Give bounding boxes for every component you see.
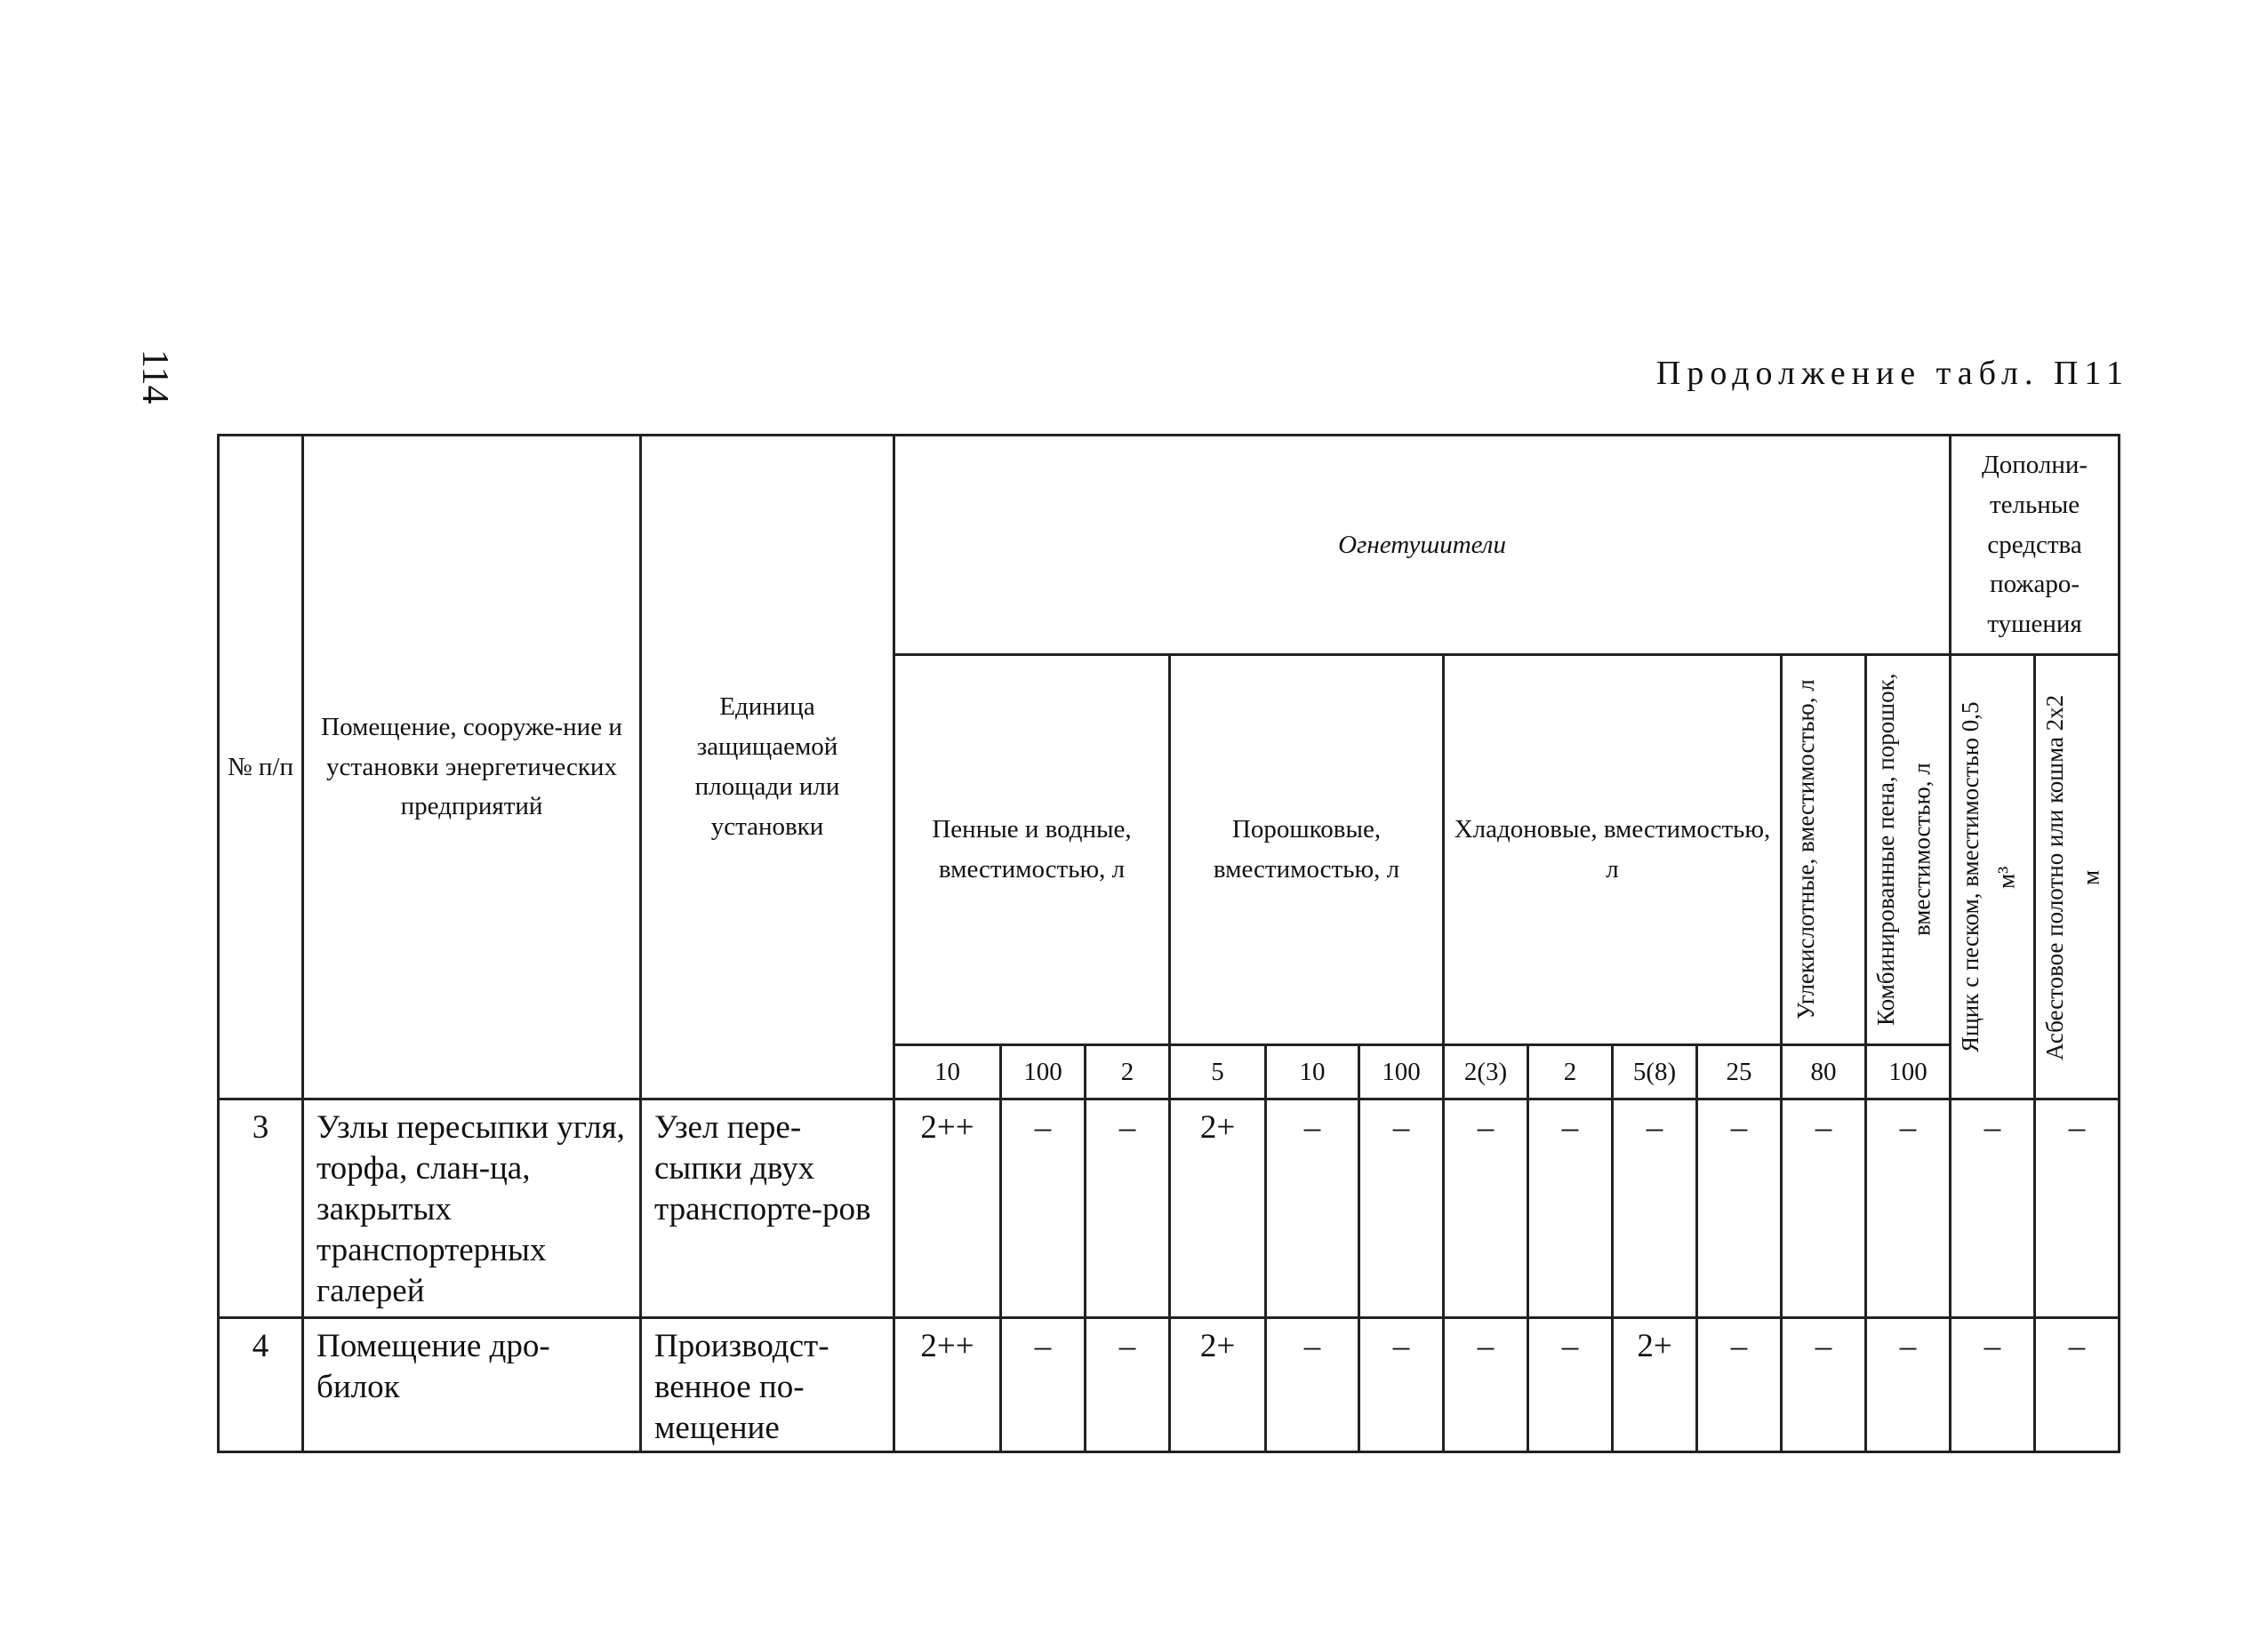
table-caption: Продолжение табл. П11 [1655, 355, 2129, 392]
page-number: 114 [134, 349, 175, 404]
row-room: Помещение дро-билок [303, 1318, 641, 1452]
value-cell: – [2035, 1099, 2120, 1318]
size-cell: 80 [1782, 1045, 1866, 1099]
header-additional: Дополни-тельные средства пожаро-тушения [1951, 436, 2120, 655]
size-cell: 100 [1866, 1045, 1951, 1099]
value-cell: – [1866, 1099, 1951, 1318]
value-cell: – [1697, 1318, 1782, 1452]
value-cell: – [1951, 1318, 2035, 1452]
value-cell: – [1528, 1099, 1613, 1318]
group-combined: Комбинированные пена, порошок, вместимостью, л [1872, 673, 1935, 1027]
value-cell: 2+ [1613, 1318, 1697, 1452]
value-cell: – [1782, 1099, 1866, 1318]
header-extinguishers: Огнетушители [894, 436, 1951, 655]
value-cell: – [1444, 1318, 1528, 1452]
group-carbonic: Углекислотные, вместимостью, л [1792, 679, 1819, 1020]
value-cell: – [1266, 1099, 1359, 1318]
value-cell: – [1528, 1318, 1613, 1452]
size-cell: 10 [1266, 1045, 1359, 1099]
extinguisher-table [217, 434, 2120, 1453]
value-cell: – [1866, 1318, 1951, 1452]
header-room: Помещение, сооруже-ние и установки энергетических предприятий [303, 436, 641, 1099]
value-cell: 2++ [894, 1099, 1001, 1318]
value-cell: – [1359, 1099, 1444, 1318]
group-sandbox: Ящик с песком, вместимостью 0,5 м³ [1957, 701, 2020, 1052]
value-cell: – [2035, 1318, 2120, 1452]
value-cell: – [1001, 1318, 1086, 1452]
group-freon: Хладоновые, вместимостью, л [1444, 655, 1782, 1045]
value-cell: 2++ [894, 1318, 1001, 1452]
value-cell: – [1444, 1099, 1528, 1318]
table-row [219, 1099, 2120, 1318]
size-cell: 5(8) [1613, 1045, 1697, 1099]
row-num: 4 [219, 1318, 303, 1452]
header-num: № п/п [219, 436, 303, 1099]
value-cell: 2+ [1170, 1318, 1266, 1452]
size-cell: 2 [1528, 1045, 1613, 1099]
size-cell: 25 [1697, 1045, 1782, 1099]
size-cell: 10 [894, 1045, 1001, 1099]
group-blanket: Асбестовое полотно или кошма 2x2 м [2041, 693, 2104, 1060]
size-cell: 2 [1086, 1045, 1170, 1099]
size-cell: 5 [1170, 1045, 1266, 1099]
value-cell: 2+ [1170, 1099, 1266, 1318]
group-powder: Порошковые, вместимостью, л [1170, 655, 1444, 1045]
row-room: Узлы пересыпки угля, торфа, слан-ца, закрытых транспортерных галерей [303, 1099, 641, 1318]
value-cell: – [1086, 1099, 1170, 1318]
size-cell: 2(3) [1444, 1045, 1528, 1099]
row-unit: Узел пере-сыпки двух транспорте-ров [641, 1099, 894, 1318]
value-cell: – [1266, 1318, 1359, 1452]
value-cell: – [1613, 1099, 1697, 1318]
size-cell: 100 [1001, 1045, 1086, 1099]
value-cell: – [1782, 1318, 1866, 1452]
value-cell: – [1951, 1099, 2035, 1318]
row-unit: Производст-венное по-мещение [641, 1318, 894, 1452]
group-foam-water: Пенные и водные, вместимостью, л [894, 655, 1170, 1045]
size-cell: 100 [1359, 1045, 1444, 1099]
header-unit: Единица защищаемой площади или установки [641, 436, 894, 1099]
value-cell: – [1359, 1318, 1444, 1452]
row-num: 3 [219, 1099, 303, 1318]
value-cell: – [1001, 1099, 1086, 1318]
table-row [219, 1318, 2120, 1452]
value-cell: – [1697, 1099, 1782, 1318]
value-cell: – [1086, 1318, 1170, 1452]
